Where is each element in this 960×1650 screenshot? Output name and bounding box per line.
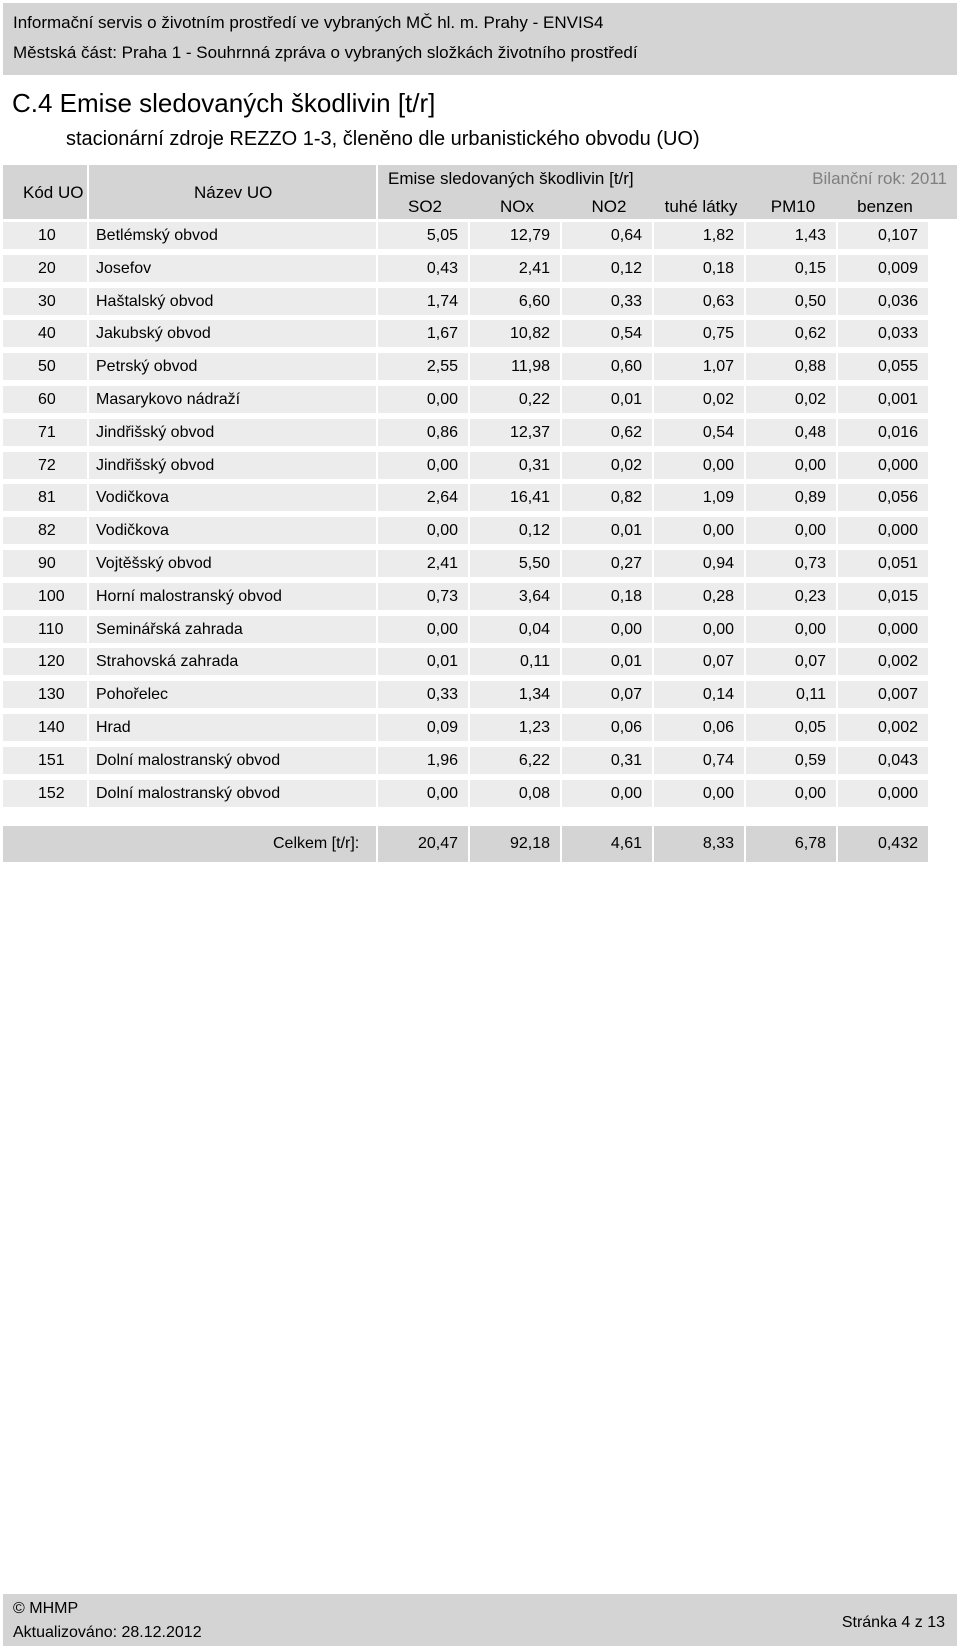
cell-value: 3,64: [470, 583, 560, 610]
cell-value: 0,12: [470, 517, 560, 544]
cell-nazev: [89, 255, 376, 282]
cell-value: 0,056: [838, 484, 928, 511]
cell-nazev-value: Jakubský obvod: [96, 325, 211, 342]
cell-value: 0,000: [838, 452, 928, 479]
cell-value: 0,18: [654, 255, 744, 282]
cell-nazev: [89, 517, 376, 544]
cell-value: 0,02: [654, 386, 744, 413]
table-row: [3, 714, 957, 741]
footer-updated: Aktualizováno: 28.12.2012: [13, 1624, 202, 1641]
cell-nazev: [89, 288, 376, 315]
cell-value: 0,33: [378, 681, 468, 708]
cell-value: 0,01: [562, 648, 652, 675]
cell-nazev: [89, 419, 376, 446]
cell-kod-value: 72: [38, 457, 56, 474]
cell-nazev-value: Vodičkova: [96, 522, 169, 539]
cell-value: 0,62: [562, 419, 652, 446]
cell-nazev-value: Betlémský obvod: [96, 227, 218, 244]
cell-value: 0,28: [654, 583, 744, 610]
cell-value: 2,41: [470, 255, 560, 282]
cell-value: 6,60: [470, 288, 560, 315]
table-row: [3, 452, 957, 479]
cell-value: 0,000: [838, 517, 928, 544]
cell-kod: [3, 616, 87, 643]
cell-value: 2,64: [378, 484, 468, 511]
cell-value: 0,00: [378, 386, 468, 413]
table-row: [3, 747, 957, 774]
cell-value: 0,01: [378, 648, 468, 675]
cell-kod: [3, 320, 87, 347]
table-row: [3, 288, 957, 315]
cell-value: 0,08: [470, 780, 560, 807]
cell-nazev: [89, 747, 376, 774]
cell-value: 0,00: [746, 452, 836, 479]
cell-value: 0,002: [838, 648, 928, 675]
cell-value: 0,00: [562, 780, 652, 807]
pollutant-header: NOx: [500, 197, 534, 216]
cell-value: 0,001: [838, 386, 928, 413]
report-header-bar: [3, 3, 957, 75]
pollutant-header: tuhé látky: [664, 197, 738, 216]
cell-value: 0,94: [654, 550, 744, 577]
cell-value: 1,09: [654, 484, 744, 511]
section-title: C.4 Emise sledovaných škodlivin [t/r]: [12, 88, 436, 118]
pollutant-header: benzen: [857, 197, 913, 216]
table-row: [3, 484, 957, 511]
cell-nazev-value: Seminářská zahrada: [96, 621, 243, 638]
cell-value: 0,002: [838, 714, 928, 741]
cell-value: 1,34: [470, 681, 560, 708]
cell-value: 2,55: [378, 353, 468, 380]
cell-nazev-value: Masarykovo nádraží: [96, 391, 241, 408]
cell-value: 0,00: [654, 780, 744, 807]
cell-value: 0,00: [654, 517, 744, 544]
table-row: [3, 320, 957, 347]
cell-value: 0,86: [378, 419, 468, 446]
cell-value: 0,33: [562, 288, 652, 315]
cell-nazev: [89, 714, 376, 741]
cell-nazev-value: Josefov: [96, 260, 152, 277]
cell-kod: [3, 648, 87, 675]
cell-kod: [3, 419, 87, 446]
cell-value: 0,22: [470, 386, 560, 413]
cell-value: 0,31: [562, 747, 652, 774]
cell-value: 1,96: [378, 747, 468, 774]
column-header-nazev-label: Název UO: [194, 183, 273, 202]
cell-value: 1,43: [746, 222, 836, 249]
cell-value: 1,67: [378, 320, 468, 347]
cell-nazev: [89, 484, 376, 511]
cell-value: 0,055: [838, 353, 928, 380]
cell-nazev-value: Dolní malostranský obvod: [96, 785, 281, 802]
bilance-year: Bilanční rok: 2011: [812, 169, 947, 188]
cell-nazev-value: Jindřišský obvod: [96, 457, 215, 474]
cell-kod-value: 151: [38, 752, 65, 769]
cell-value: 0,88: [746, 353, 836, 380]
cell-value: 6,22: [470, 747, 560, 774]
cell-value: 10,82: [470, 320, 560, 347]
cell-value: 0,75: [654, 320, 744, 347]
cell-kod-value: 10: [38, 227, 56, 244]
cell-value: 0,00: [654, 452, 744, 479]
table-row: [3, 386, 957, 413]
cell-value: 0,05: [746, 714, 836, 741]
cell-value: 0,74: [654, 747, 744, 774]
cell-value: 0,06: [654, 714, 744, 741]
pollutant-header: NO2: [591, 197, 627, 216]
table-row: [3, 550, 957, 577]
cell-kod-value: 40: [38, 325, 56, 342]
cell-value: 0,02: [562, 452, 652, 479]
cell-kod-value: 20: [38, 260, 56, 277]
total-value: 4,61: [562, 826, 652, 862]
cell-value: 1,74: [378, 288, 468, 315]
cell-kod: [3, 714, 87, 741]
table-row: [3, 583, 957, 610]
cell-value: 0,00: [746, 780, 836, 807]
cell-kod-value: 60: [38, 391, 56, 408]
cell-nazev: [89, 320, 376, 347]
cell-value: 0,14: [654, 681, 744, 708]
cell-kod: [3, 747, 87, 774]
cell-value: 0,009: [838, 255, 928, 282]
cell-value: 0,54: [562, 320, 652, 347]
cell-nazev: [89, 222, 376, 249]
section-subtitle: stacionární zdroje REZZO 1-3, členěno dle urbanistického obvodu (UO): [66, 128, 700, 150]
cell-nazev: [89, 583, 376, 610]
cell-value: 0,051: [838, 550, 928, 577]
cell-value: 0,50: [746, 288, 836, 315]
cell-value: 0,07: [746, 648, 836, 675]
cell-nazev: [89, 452, 376, 479]
cell-value: 0,12: [562, 255, 652, 282]
cell-value: 0,036: [838, 288, 928, 315]
cell-kod: [3, 517, 87, 544]
total-value: 20,47: [378, 826, 468, 862]
cell-kod: [3, 583, 87, 610]
cell-value: 0,016: [838, 419, 928, 446]
cell-value: 0,09: [378, 714, 468, 741]
cell-value: 0,033: [838, 320, 928, 347]
cell-nazev-value: Dolní malostranský obvod: [96, 752, 281, 769]
cell-value: 16,41: [470, 484, 560, 511]
total-row: [3, 826, 957, 862]
cell-value: 0,01: [562, 517, 652, 544]
cell-value: 0,43: [378, 255, 468, 282]
cell-value: 0,00: [378, 780, 468, 807]
cell-nazev-value: Petrský obvod: [96, 358, 198, 375]
total-label: Celkem [t/r]:: [273, 835, 360, 852]
total-value: 8,33: [654, 826, 744, 862]
cell-value: 0,07: [562, 681, 652, 708]
cell-value: 5,05: [378, 222, 468, 249]
total-value: 0,432: [838, 826, 928, 862]
cell-kod: [3, 222, 87, 249]
cell-value: 0,00: [378, 517, 468, 544]
table-row: [3, 648, 957, 675]
cell-value: 0,015: [838, 583, 928, 610]
footer-copyright: © MHMP: [13, 1600, 79, 1617]
cell-nazev-value: Vodičkova: [96, 489, 169, 506]
cell-nazev: [89, 386, 376, 413]
cell-nazev-value: Horní malostranský obvod: [96, 588, 282, 605]
cell-value: 0,60: [562, 353, 652, 380]
total-value: 6,78: [746, 826, 836, 862]
cell-value: 2,41: [378, 550, 468, 577]
cell-kod: [3, 452, 87, 479]
cell-kod-value: 81: [38, 489, 56, 506]
cell-kod-value: 110: [38, 621, 64, 638]
table-row: [3, 780, 957, 807]
cell-value: 12,79: [470, 222, 560, 249]
pollutant-header: PM10: [770, 197, 816, 216]
cell-value: 0,31: [470, 452, 560, 479]
header-line-2: Městská část: Praha 1 - Souhrnná zpráva o vybraných složkách životního prostředí: [13, 43, 638, 62]
table-row: [3, 255, 957, 282]
cell-value: 0,82: [562, 484, 652, 511]
column-header-kod: [3, 165, 87, 219]
cell-value: 0,043: [838, 747, 928, 774]
table-row: [3, 517, 957, 544]
header-line-1: Informační servis o životním prostředí ve vybraných MČ hl. m. Prahy - ENVIS4: [13, 13, 604, 32]
cell-value: 0,63: [654, 288, 744, 315]
cell-value: 0,73: [378, 583, 468, 610]
cell-value: 0,89: [746, 484, 836, 511]
cell-value: 0,00: [562, 616, 652, 643]
total-value: 92,18: [470, 826, 560, 862]
cell-nazev: [89, 616, 376, 643]
cell-nazev: [89, 780, 376, 807]
cell-value: 0,000: [838, 616, 928, 643]
cell-nazev-value: Hrad: [96, 719, 131, 736]
cell-kod: [3, 386, 87, 413]
cell-nazev-value: Jindřišský obvod: [96, 424, 215, 441]
cell-value: 0,15: [746, 255, 836, 282]
cell-kod-value: 140: [38, 719, 65, 736]
cell-kod: [3, 353, 87, 380]
table-row: [3, 353, 957, 380]
cell-value: 0,00: [746, 517, 836, 544]
cell-value: 0,04: [470, 616, 560, 643]
cell-nazev-value: Vojtěšský obvod: [96, 555, 212, 572]
cell-value: 0,00: [378, 452, 468, 479]
cell-nazev: [89, 550, 376, 577]
cell-kod-value: 130: [38, 686, 65, 703]
cell-value: 0,00: [654, 616, 744, 643]
cell-kod-value: 120: [38, 653, 65, 670]
cell-value: 12,37: [470, 419, 560, 446]
cell-kod: [3, 484, 87, 511]
cell-value: 0,000: [838, 780, 928, 807]
cell-nazev-value: Strahovská zahrada: [96, 653, 239, 670]
cell-nazev: [89, 648, 376, 675]
cell-kod-value: 50: [38, 358, 56, 375]
cell-value: 1,82: [654, 222, 744, 249]
cell-value: 0,11: [470, 648, 560, 675]
cell-value: 0,18: [562, 583, 652, 610]
cell-kod-value: 82: [38, 522, 56, 539]
cell-value: 0,02: [746, 386, 836, 413]
report-footer: [3, 1594, 957, 1646]
cell-nazev: [89, 681, 376, 708]
cell-kod: [3, 550, 87, 577]
cell-value: 0,07: [654, 648, 744, 675]
cell-kod: [3, 780, 87, 807]
cell-nazev-value: Pohořelec: [96, 686, 169, 703]
cell-kod-value: 100: [38, 588, 65, 605]
cell-value: 0,107: [838, 222, 928, 249]
cell-kod: [3, 681, 87, 708]
table-row: [3, 616, 957, 643]
cell-value: 0,48: [746, 419, 836, 446]
pollutant-header: SO2: [407, 197, 443, 216]
cell-value: 1,23: [470, 714, 560, 741]
cell-kod-value: 30: [38, 293, 56, 310]
cell-value: 0,54: [654, 419, 744, 446]
column-header-emise: [378, 165, 957, 219]
cell-value: 0,007: [838, 681, 928, 708]
cell-value: 5,50: [470, 550, 560, 577]
cell-value: 0,59: [746, 747, 836, 774]
cell-value: 11,98: [470, 353, 560, 380]
footer-page-number: Stránka 4 z 13: [841, 1614, 945, 1631]
cell-kod-value: 152: [38, 785, 65, 802]
table-row: [3, 419, 957, 446]
cell-value: 0,73: [746, 550, 836, 577]
column-header-nazev: [89, 165, 376, 219]
cell-nazev-value: Haštalský obvod: [96, 293, 214, 310]
cell-value: 0,11: [746, 681, 836, 708]
cell-value: 0,00: [746, 616, 836, 643]
cell-kod-value: 90: [38, 555, 56, 572]
cell-value: 0,62: [746, 320, 836, 347]
cell-value: 1,07: [654, 353, 744, 380]
emise-label: Emise sledovaných škodlivin [t/r]: [388, 169, 634, 188]
cell-value: 0,06: [562, 714, 652, 741]
cell-value: 0,27: [562, 550, 652, 577]
column-header-kod-label: Kód UO: [23, 183, 84, 202]
cell-kod-value: 71: [38, 424, 56, 441]
cell-value: 0,23: [746, 583, 836, 610]
cell-value: 0,01: [562, 386, 652, 413]
cell-nazev: [89, 353, 376, 380]
cell-kod: [3, 255, 87, 282]
cell-value: 0,00: [378, 616, 468, 643]
cell-value: 0,64: [562, 222, 652, 249]
table-row: [3, 222, 957, 249]
cell-kod: [3, 288, 87, 315]
table-row: [3, 681, 957, 708]
